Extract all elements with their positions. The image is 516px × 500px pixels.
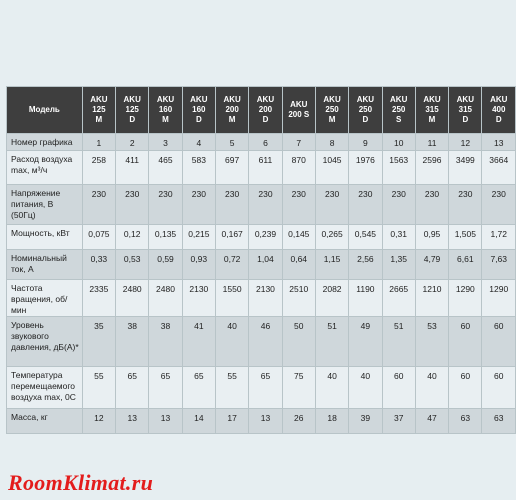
table-cell: 40 bbox=[415, 367, 448, 409]
header-row bbox=[7, 87, 516, 134]
table-cell: 60 bbox=[482, 317, 516, 367]
table-cell: 65 bbox=[249, 367, 282, 409]
table-row bbox=[7, 409, 516, 434]
table-cell: 46 bbox=[249, 317, 282, 367]
table-cell: 230 bbox=[116, 185, 149, 225]
model-line: AKU bbox=[190, 95, 208, 104]
model-line: AKU bbox=[223, 95, 241, 104]
table-cell: 2596 bbox=[415, 151, 448, 185]
table-cell: 1,15 bbox=[315, 250, 348, 280]
table-cell: 230 bbox=[449, 185, 482, 225]
table-cell: 50 bbox=[282, 317, 315, 367]
table-cell: 0,53 bbox=[116, 250, 149, 280]
table-cell: 1,35 bbox=[382, 250, 415, 280]
table-cell: 2,56 bbox=[349, 250, 382, 280]
model-line: D bbox=[262, 115, 269, 124]
table-cell: 0,215 bbox=[182, 225, 215, 250]
table-cell: 35 bbox=[82, 317, 115, 367]
table-cell: 230 bbox=[282, 185, 315, 225]
table-cell: 37 bbox=[382, 409, 415, 434]
table-cell: 230 bbox=[482, 185, 516, 225]
table-row bbox=[7, 134, 516, 151]
table-cell: 3664 bbox=[482, 151, 516, 185]
table-cell: 465 bbox=[149, 151, 182, 185]
table-cell: 13 bbox=[482, 134, 516, 151]
model-line: AKU bbox=[490, 95, 508, 104]
model-line: D bbox=[495, 115, 502, 124]
table-cell: 1290 bbox=[449, 280, 482, 317]
model-header-cell bbox=[282, 87, 315, 134]
table-cell: 5 bbox=[215, 134, 248, 151]
model-line: AKU bbox=[90, 95, 108, 104]
table-cell: 2130 bbox=[249, 280, 282, 317]
table-cell: 2510 bbox=[282, 280, 315, 317]
table-cell: 0,33 bbox=[82, 250, 115, 280]
table-row bbox=[7, 225, 516, 250]
table-cell: 4,79 bbox=[415, 250, 448, 280]
model-line: AKU bbox=[323, 95, 341, 104]
model-line: 200 S bbox=[288, 110, 310, 119]
table-cell: 47 bbox=[415, 409, 448, 434]
table-cell: 611 bbox=[249, 151, 282, 185]
table-cell: 583 bbox=[182, 151, 215, 185]
table-cell: 230 bbox=[249, 185, 282, 225]
table-cell: 49 bbox=[349, 317, 382, 367]
model-line: AKU bbox=[423, 95, 441, 104]
model-line: M bbox=[162, 115, 169, 124]
model-line: M bbox=[328, 115, 336, 124]
table-cell: 0,31 bbox=[382, 225, 415, 250]
table-cell: 870 bbox=[282, 151, 315, 185]
table-cell: 53 bbox=[415, 317, 448, 367]
model-header-cell bbox=[149, 87, 182, 134]
table-row bbox=[7, 250, 516, 280]
table-cell: 13 bbox=[149, 409, 182, 434]
table-cell: 230 bbox=[82, 185, 115, 225]
table-cell: 7 bbox=[282, 134, 315, 151]
table-cell: 0,145 bbox=[282, 225, 315, 250]
row-label: Температура перемещаемого воздуха max, 0С bbox=[7, 367, 83, 409]
table-cell: 6,61 bbox=[449, 250, 482, 280]
table-cell: 1,505 bbox=[449, 225, 482, 250]
table-cell: 230 bbox=[315, 185, 348, 225]
table-cell: 2480 bbox=[116, 280, 149, 317]
table-cell: 230 bbox=[349, 185, 382, 225]
table-cell: 230 bbox=[215, 185, 248, 225]
table-cell: 1976 bbox=[349, 151, 382, 185]
table-cell: 0,95 bbox=[415, 225, 448, 250]
model-line: AKU bbox=[390, 95, 408, 104]
table-cell: 40 bbox=[315, 367, 348, 409]
table-cell: 26 bbox=[282, 409, 315, 434]
table-cell: 0,12 bbox=[116, 225, 149, 250]
table-cell: 230 bbox=[382, 185, 415, 225]
row-label: Номинальный ток, А bbox=[7, 250, 83, 280]
model-header: Модель bbox=[7, 87, 83, 134]
table-cell: 1190 bbox=[349, 280, 382, 317]
table-cell: 0,135 bbox=[149, 225, 182, 250]
table-cell: 3499 bbox=[449, 151, 482, 185]
table-cell: 13 bbox=[116, 409, 149, 434]
model-header-cell bbox=[315, 87, 348, 134]
table-cell: 1210 bbox=[415, 280, 448, 317]
table-cell: 1550 bbox=[215, 280, 248, 317]
model-line: 250 bbox=[392, 105, 406, 114]
model-header-cell bbox=[82, 87, 115, 134]
model-line: AKU bbox=[256, 95, 275, 104]
model-line: 125 bbox=[92, 105, 106, 114]
table-cell: 65 bbox=[182, 367, 215, 409]
table-cell: 60 bbox=[382, 367, 415, 409]
row-label: Напряжение питания, В (50Гц) bbox=[7, 185, 83, 225]
model-line: S bbox=[396, 115, 402, 124]
model-header-cell bbox=[215, 87, 248, 134]
model-line: D bbox=[462, 115, 469, 124]
table-cell: 51 bbox=[315, 317, 348, 367]
table-cell: 18 bbox=[315, 409, 348, 434]
table-row bbox=[7, 185, 516, 225]
table-cell: 13 bbox=[249, 409, 282, 434]
table-cell: 63 bbox=[449, 409, 482, 434]
model-line: 250 bbox=[325, 105, 339, 114]
table-row bbox=[7, 280, 516, 317]
table-cell: 0,075 bbox=[82, 225, 115, 250]
model-line: 315 bbox=[425, 105, 439, 114]
table-cell: 60 bbox=[482, 367, 516, 409]
model-header-cell bbox=[382, 87, 415, 134]
table-cell: 230 bbox=[415, 185, 448, 225]
model-header-cell bbox=[249, 87, 282, 134]
model-line: 200 bbox=[258, 105, 273, 114]
model-line: D bbox=[129, 115, 136, 124]
table-cell: 1563 bbox=[382, 151, 415, 185]
table-row bbox=[7, 367, 516, 409]
table-cell: 40 bbox=[349, 367, 382, 409]
model-line: AKU bbox=[456, 95, 474, 104]
table-cell: 4 bbox=[182, 134, 215, 151]
spec-table bbox=[6, 86, 516, 434]
spec-table-body bbox=[7, 134, 516, 434]
table-cell: 65 bbox=[116, 367, 149, 409]
table-cell: 60 bbox=[449, 317, 482, 367]
model-line: AKU bbox=[156, 95, 175, 104]
table-cell: 2082 bbox=[315, 280, 348, 317]
table-cell: 2335 bbox=[82, 280, 115, 317]
table-cell: 9 bbox=[349, 134, 382, 151]
model-line: M bbox=[228, 115, 236, 124]
model-line: 200 bbox=[225, 105, 239, 114]
table-row bbox=[7, 151, 516, 185]
table-cell: 55 bbox=[215, 367, 248, 409]
table-cell: 7,63 bbox=[482, 250, 516, 280]
table-cell: 55 bbox=[82, 367, 115, 409]
table-cell: 14 bbox=[182, 409, 215, 434]
table-cell: 38 bbox=[116, 317, 149, 367]
table-cell: 11 bbox=[415, 134, 448, 151]
model-line: D bbox=[195, 115, 202, 124]
table-cell: 38 bbox=[149, 317, 182, 367]
table-cell: 8 bbox=[315, 134, 348, 151]
table-cell: 65 bbox=[149, 367, 182, 409]
model-line: M bbox=[95, 115, 103, 124]
table-cell: 41 bbox=[182, 317, 215, 367]
row-label: Уровень звукового давления, дБ(А)* bbox=[7, 317, 83, 367]
table-cell: 697 bbox=[215, 151, 248, 185]
row-label: Расход воздуха max, м³/ч bbox=[7, 151, 83, 185]
table-cell: 51 bbox=[382, 317, 415, 367]
table-cell: 0,72 bbox=[215, 250, 248, 280]
table-cell: 258 bbox=[82, 151, 115, 185]
row-label: Мощность, кВт bbox=[7, 225, 83, 250]
table-cell: 10 bbox=[382, 134, 415, 151]
site-watermark: RoomKlimat.ru bbox=[8, 470, 154, 495]
table-cell: 230 bbox=[149, 185, 182, 225]
model-header-cell bbox=[349, 87, 382, 134]
model-line: 315 bbox=[458, 105, 472, 114]
table-cell: 75 bbox=[282, 367, 315, 409]
model-line: D bbox=[362, 115, 369, 124]
table-cell: 2130 bbox=[182, 280, 215, 317]
model-line: AKU bbox=[123, 95, 141, 104]
model-header-cell bbox=[182, 87, 215, 134]
model-header-cell bbox=[116, 87, 149, 134]
table-cell: 411 bbox=[116, 151, 149, 185]
table-cell: 1,04 bbox=[249, 250, 282, 280]
row-label: Масса, кг bbox=[7, 409, 83, 434]
table-cell: 3 bbox=[149, 134, 182, 151]
model-line: 400 bbox=[492, 105, 506, 114]
model-line: M bbox=[428, 115, 436, 124]
model-line: 125 bbox=[125, 105, 139, 114]
model-line: 160 bbox=[158, 105, 173, 114]
table-row bbox=[7, 317, 516, 367]
table-cell: 1290 bbox=[482, 280, 516, 317]
table-cell: 1045 bbox=[315, 151, 348, 185]
table-cell: 0,545 bbox=[349, 225, 382, 250]
table-cell: 2 bbox=[116, 134, 149, 151]
model-line: AKU bbox=[356, 95, 375, 104]
table-cell: 1 bbox=[82, 134, 115, 151]
table-cell: 0,167 bbox=[215, 225, 248, 250]
model-header-cell bbox=[449, 87, 482, 134]
table-cell: 1,72 bbox=[482, 225, 516, 250]
table-cell: 2480 bbox=[149, 280, 182, 317]
table-cell: 40 bbox=[215, 317, 248, 367]
row-label: Номер графика bbox=[7, 134, 83, 151]
table-cell: 12 bbox=[449, 134, 482, 151]
model-line: 160 bbox=[192, 105, 206, 114]
table-cell: 12 bbox=[82, 409, 115, 434]
table-cell: 2665 bbox=[382, 280, 415, 317]
table-cell: 63 bbox=[482, 409, 516, 434]
table-cell: 39 bbox=[349, 409, 382, 434]
table-cell: 0,239 bbox=[249, 225, 282, 250]
table-cell: 0,93 bbox=[182, 250, 215, 280]
table-cell: 0,265 bbox=[315, 225, 348, 250]
table-cell: 60 bbox=[449, 367, 482, 409]
table-cell: 6 bbox=[249, 134, 282, 151]
spec-table-container bbox=[6, 86, 509, 434]
model-header-cell bbox=[415, 87, 448, 134]
table-cell: 0,64 bbox=[282, 250, 315, 280]
model-header-cell bbox=[482, 87, 516, 134]
row-label: Частота вращения, об/мин bbox=[7, 280, 83, 317]
table-cell: 0,59 bbox=[149, 250, 182, 280]
table-cell: 230 bbox=[182, 185, 215, 225]
table-cell: 17 bbox=[215, 409, 248, 434]
model-line: 250 bbox=[358, 105, 373, 114]
model-line: AKU bbox=[290, 100, 308, 109]
